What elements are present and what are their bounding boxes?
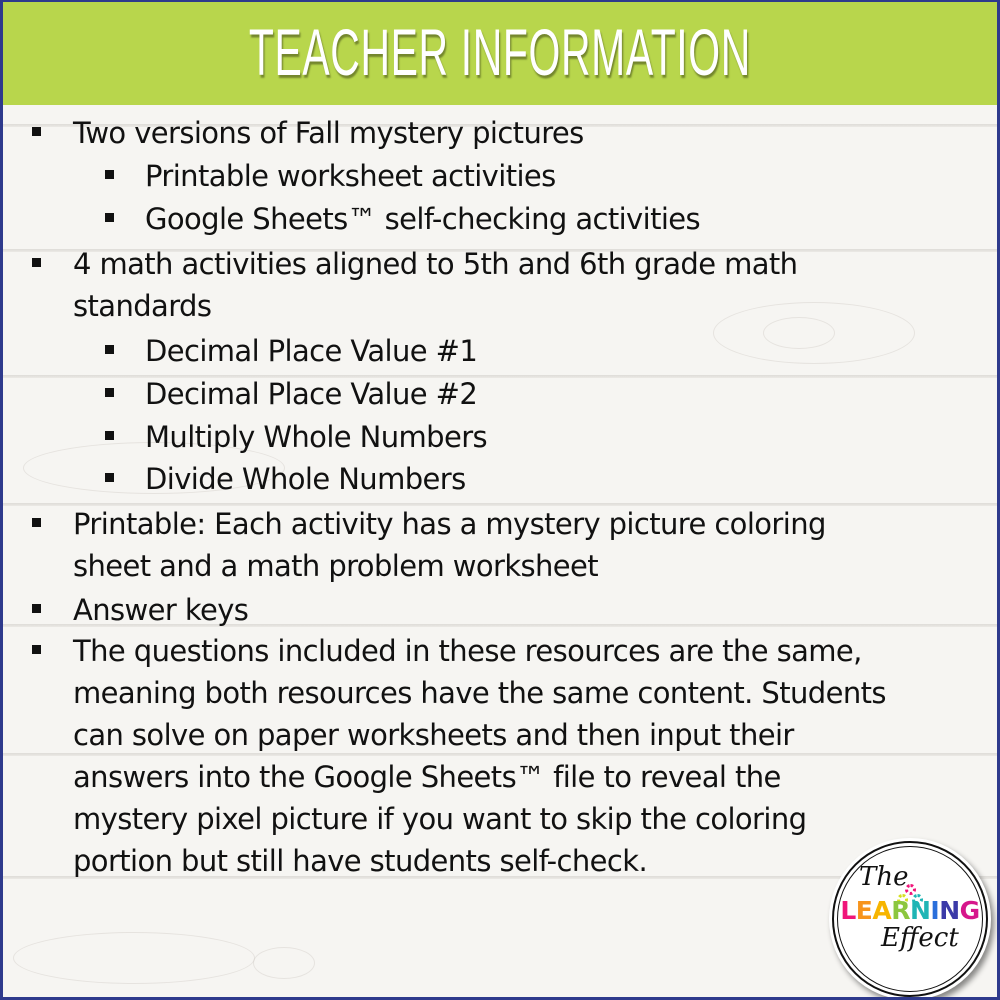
list-item [73,503,826,587]
square-bullet-icon [105,345,114,354]
page-title: TEACHER INFORMATION [248,14,752,89]
logo-letter: I [930,896,940,925]
square-bullet-icon [105,388,114,397]
page [3,2,997,997]
square-bullet-icon [105,431,114,440]
logo-learning-word [840,896,979,925]
list-item-text: 4 math activities aligned to 5th and 6th grade math [73,247,798,281]
square-bullet-icon [105,473,114,482]
logo-letter: L [840,896,856,925]
square-bullet-icon [105,213,114,222]
square-bullet-icon [32,645,41,654]
list-item-text: portion but still have students self-check. [73,844,648,878]
gear-icon [905,884,916,895]
list-item-text: can solve on paper worksheets and then input their [73,718,794,752]
logo-letter: N [939,896,960,925]
list-item-text: sheet and a math problem worksheet [73,549,599,583]
list-item [73,589,248,631]
the-learning-effect-logo [829,838,991,997]
list-subitem [145,458,466,500]
list-item-text: standards [73,289,212,323]
square-bullet-icon [32,258,41,267]
wood-grain [13,932,255,984]
square-bullet-icon [32,604,41,613]
list-item-text: Printable: Each activity has a mystery picture coloring [73,507,826,541]
square-bullet-icon [32,127,41,136]
list-item-text: answers into the Google Sheets™ file to reveal the [73,760,781,794]
list-item-text: meaning both resources have the same content. Students [73,676,886,710]
list-item-text: Answer keys [73,593,249,627]
list-subitem [145,198,700,240]
list-item [73,243,797,327]
square-bullet-icon [105,170,114,179]
wood-grain [253,947,315,979]
list-subitem [145,416,487,458]
logo-effect-text: Effect [881,923,959,953]
logo-letter: G [959,896,980,925]
list-item-text: Multiply Whole Numbers [145,420,488,454]
list-item-text: Divide Whole Numbers [145,462,466,496]
header-banner [3,2,997,105]
list-subitem [145,155,556,197]
list-subitem [145,330,477,372]
list-item [73,630,886,882]
list-item-text: The questions included in these resources are the same, [73,634,862,668]
logo-learning-text [829,898,991,923]
logo-the-text: The [859,862,909,892]
square-bullet-icon [32,518,41,527]
list-item-text: Printable worksheet activities [145,159,556,193]
logo-letter: A [872,896,892,925]
logo-letter: E [855,896,873,925]
list-item-text: mystery pixel picture if you want to skip the coloring [73,802,807,836]
logo-letter: N [909,896,931,925]
list-item [73,112,584,154]
list-subitem [145,373,477,415]
logo-letter: R [891,896,910,925]
list-item-text: Decimal Place Value #1 [145,334,478,368]
list-item-text: Decimal Place Value #2 [145,377,478,411]
list-item-text: Two versions of Fall mystery pictures [73,116,584,150]
list-item-text: Google Sheets™ self-checking activities [145,202,701,236]
